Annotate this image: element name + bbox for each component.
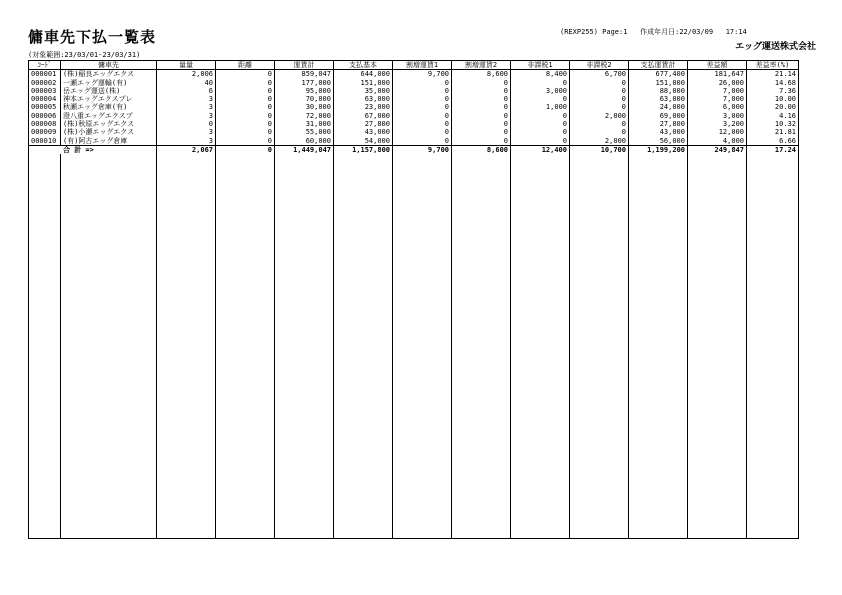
amount-cell: 3,000 [511, 87, 570, 95]
table-row [29, 87, 799, 95]
amount-cell: 43,000 [629, 128, 688, 136]
col-header: 量量 [157, 61, 216, 70]
amount-cell: 70,000 [275, 95, 334, 103]
amount-cell: 0 [511, 120, 570, 128]
amount-cell: 14.68 [747, 79, 799, 87]
amount-cell: 3 [157, 95, 216, 103]
amount-cell: 20.00 [747, 103, 799, 111]
amount-cell: 0 [393, 120, 452, 128]
col-header: 割増運賃2 [452, 61, 511, 70]
amount-cell: 0 [393, 95, 452, 103]
supplier-code: 000006 [29, 112, 61, 120]
date-range: (対象範囲:23/03/01-23/03/31) [28, 51, 141, 59]
supplier-name: 一瀬エッグ運輸(有) [61, 79, 157, 87]
amount-cell: 54,000 [334, 137, 393, 146]
report-meta [560, 27, 747, 37]
amount-cell: 4.16 [747, 112, 799, 120]
supplier-code: 000008 [29, 120, 61, 128]
amount-cell: 151,000 [334, 79, 393, 87]
total-cell: 10,700 [570, 145, 629, 154]
table-row [29, 70, 799, 79]
amount-cell: 3,000 [688, 112, 747, 120]
amount-cell: 3 [157, 112, 216, 120]
empty-cell [570, 154, 629, 539]
amount-cell: 27,800 [334, 120, 393, 128]
amount-cell: 0 [216, 103, 275, 111]
empty-cell [334, 154, 393, 539]
amount-cell: 10.00 [747, 95, 799, 103]
amount-cell: 0 [570, 120, 629, 128]
col-header: 差益率(%) [747, 61, 799, 70]
amount-cell: 67,000 [334, 112, 393, 120]
amount-cell: 0 [511, 79, 570, 87]
supplier-name: (有)阿古エッグ倉庫 [61, 137, 157, 146]
empty-cell [61, 154, 157, 539]
amount-cell: 677,400 [629, 70, 688, 79]
supplier-name: (株)稲良エッグエクス [61, 70, 157, 79]
amount-cell: 9,700 [393, 70, 452, 79]
amount-cell: 3 [157, 103, 216, 111]
amount-cell: 26,000 [688, 79, 747, 87]
header-row [29, 61, 799, 70]
supplier-name: 澄八重エッグエクスプ [61, 112, 157, 120]
empty-cell [29, 154, 61, 539]
supplier-code: 000002 [29, 79, 61, 87]
amount-cell: 21.81 [747, 128, 799, 136]
total-cell: 0 [216, 145, 275, 154]
amount-cell: 0 [452, 112, 511, 120]
supplier-name: 岳エッグ運送(株) [61, 87, 157, 95]
empty-cell [275, 154, 334, 539]
amount-cell: 0 [511, 137, 570, 146]
total-cell: 17.24 [747, 145, 799, 154]
supplier-name: 秋瀬エッグ倉庫(有) [61, 103, 157, 111]
amount-cell: 60,000 [275, 137, 334, 146]
amount-cell: 644,000 [334, 70, 393, 79]
table-row [29, 95, 799, 103]
amount-cell: 8,400 [511, 70, 570, 79]
amount-cell: 0 [452, 87, 511, 95]
empty-cell [629, 154, 688, 539]
amount-cell: 1,000 [511, 103, 570, 111]
amount-cell: 10.32 [747, 120, 799, 128]
amount-cell: 0 [570, 95, 629, 103]
amount-cell: 43,000 [334, 128, 393, 136]
amount-cell: 0 [216, 112, 275, 120]
supplier-name: (株)小瀬エッグエクス [61, 128, 157, 136]
page-number: Page:1 [602, 28, 628, 36]
amount-cell: 6,700 [570, 70, 629, 79]
amount-cell: 4,000 [688, 137, 747, 146]
amount-cell: 3,200 [688, 120, 747, 128]
amount-cell: 859,047 [275, 70, 334, 79]
amount-cell: 0 [393, 112, 452, 120]
empty-cell [216, 154, 275, 539]
empty-cell [688, 154, 747, 539]
col-header: 傭車先 [61, 61, 157, 70]
amount-cell: 35,000 [334, 87, 393, 95]
amount-cell: 2,000 [570, 137, 629, 146]
supplier-code: 000003 [29, 87, 61, 95]
supplier-code: 000005 [29, 103, 61, 111]
col-header: 支払基本 [334, 61, 393, 70]
amount-cell: 2,006 [157, 70, 216, 79]
amount-cell: 0 [452, 120, 511, 128]
col-header: 非課税2 [570, 61, 629, 70]
empty-cell [157, 154, 216, 539]
table-row [29, 112, 799, 120]
amount-cell: 40 [157, 79, 216, 87]
col-header: 非課税1 [511, 61, 570, 70]
total-cell: 9,700 [393, 145, 452, 154]
amount-cell: 8,600 [452, 70, 511, 79]
table-row [29, 137, 799, 146]
amount-cell: 0 [216, 137, 275, 146]
amount-cell: 24,000 [629, 103, 688, 111]
amount-cell: 0 [393, 103, 452, 111]
amount-cell: 0 [511, 128, 570, 136]
amount-cell: 151,000 [629, 79, 688, 87]
amount-cell: 69,000 [629, 112, 688, 120]
empty-cell [393, 154, 452, 539]
amount-cell: 12,000 [688, 128, 747, 136]
supplier-code: 000009 [29, 128, 61, 136]
col-header: 運賃計 [275, 61, 334, 70]
amount-cell: 0 [570, 103, 629, 111]
total-cell: 1,449,047 [275, 145, 334, 154]
amount-cell: 3 [157, 137, 216, 146]
report-title: 傭車先下払一覧表 [28, 28, 157, 46]
total-cell: 12,400 [511, 145, 570, 154]
amount-cell: 7,000 [688, 87, 747, 95]
amount-cell: 0 [393, 79, 452, 87]
amount-cell: 63,000 [334, 95, 393, 103]
amount-cell: 0 [216, 120, 275, 128]
amount-cell: 0 [216, 95, 275, 103]
col-header: 支払運賃計 [629, 61, 688, 70]
table-row [29, 120, 799, 128]
total-cell: 1,199,200 [629, 145, 688, 154]
total-label: 合 計 => [29, 145, 157, 154]
amount-cell: 0 [511, 112, 570, 120]
supplier-name: (株)秋原エッグエクス [61, 120, 157, 128]
amount-cell: 0 [216, 70, 275, 79]
amount-cell: 0 [452, 79, 511, 87]
amount-cell: 7.36 [747, 87, 799, 95]
amount-cell: 0 [452, 103, 511, 111]
total-cell: 1,157,800 [334, 145, 393, 154]
empty-cell [511, 154, 570, 539]
supplier-name: 神本エッグエクスプレ [61, 95, 157, 103]
amount-cell: 6.66 [747, 137, 799, 146]
total-cell: 2,067 [157, 145, 216, 154]
amount-cell: 0 [216, 87, 275, 95]
amount-cell: 0 [393, 137, 452, 146]
amount-cell: 0 [452, 137, 511, 146]
amount-cell: 2,000 [570, 112, 629, 120]
col-header: 割増運賃1 [393, 61, 452, 70]
col-header: ｺｰﾄﾞ [29, 61, 61, 70]
total-row [29, 145, 799, 154]
table-row [29, 103, 799, 111]
col-header: 距離 [216, 61, 275, 70]
col-header: 差益額 [688, 61, 747, 70]
total-cell: 249,847 [688, 145, 747, 154]
amount-cell: 0 [393, 128, 452, 136]
empty-cell [452, 154, 511, 539]
supplier-code: 000010 [29, 137, 61, 146]
amount-cell: 0 [570, 79, 629, 87]
amount-cell: 3 [157, 128, 216, 136]
table-row [29, 128, 799, 136]
amount-cell: 0 [570, 128, 629, 136]
amount-cell: 55,000 [275, 128, 334, 136]
amount-cell: 181,647 [688, 70, 747, 79]
amount-cell: 0 [511, 95, 570, 103]
amount-cell: 72,000 [275, 112, 334, 120]
amount-cell: 6,000 [688, 103, 747, 111]
empty-cell [747, 154, 799, 539]
amount-cell: 31,000 [275, 120, 334, 128]
payment-table [28, 60, 799, 539]
total-cell: 8,600 [452, 145, 511, 154]
amount-cell: 63,000 [629, 95, 688, 103]
amount-cell: 6 [157, 87, 216, 95]
company-name: エッグ運送株式会社 [735, 42, 816, 52]
amount-cell: 95,000 [275, 87, 334, 95]
amount-cell: 0 [157, 120, 216, 128]
amount-cell: 0 [216, 128, 275, 136]
supplier-code: 000004 [29, 95, 61, 103]
amount-cell: 23,000 [334, 103, 393, 111]
amount-cell: 27,800 [629, 120, 688, 128]
amount-cell: 0 [452, 95, 511, 103]
created-time: 17:14 [725, 28, 747, 36]
amount-cell: 30,000 [275, 103, 334, 111]
amount-cell: 177,000 [275, 79, 334, 87]
report-id: (REXP255) [560, 28, 598, 36]
amount-cell: 0 [393, 87, 452, 95]
amount-cell: 0 [570, 87, 629, 95]
amount-cell: 0 [452, 128, 511, 136]
amount-cell: 56,000 [629, 137, 688, 146]
table-row [29, 79, 799, 87]
amount-cell: 21.14 [747, 70, 799, 79]
filler-row [29, 154, 799, 539]
amount-cell: 0 [216, 79, 275, 87]
supplier-code: 000001 [29, 70, 61, 79]
created-date: 作成年月日:22/03/09 [640, 28, 714, 36]
report-sheet [28, 60, 798, 564]
amount-cell: 88,000 [629, 87, 688, 95]
amount-cell: 7,000 [688, 95, 747, 103]
